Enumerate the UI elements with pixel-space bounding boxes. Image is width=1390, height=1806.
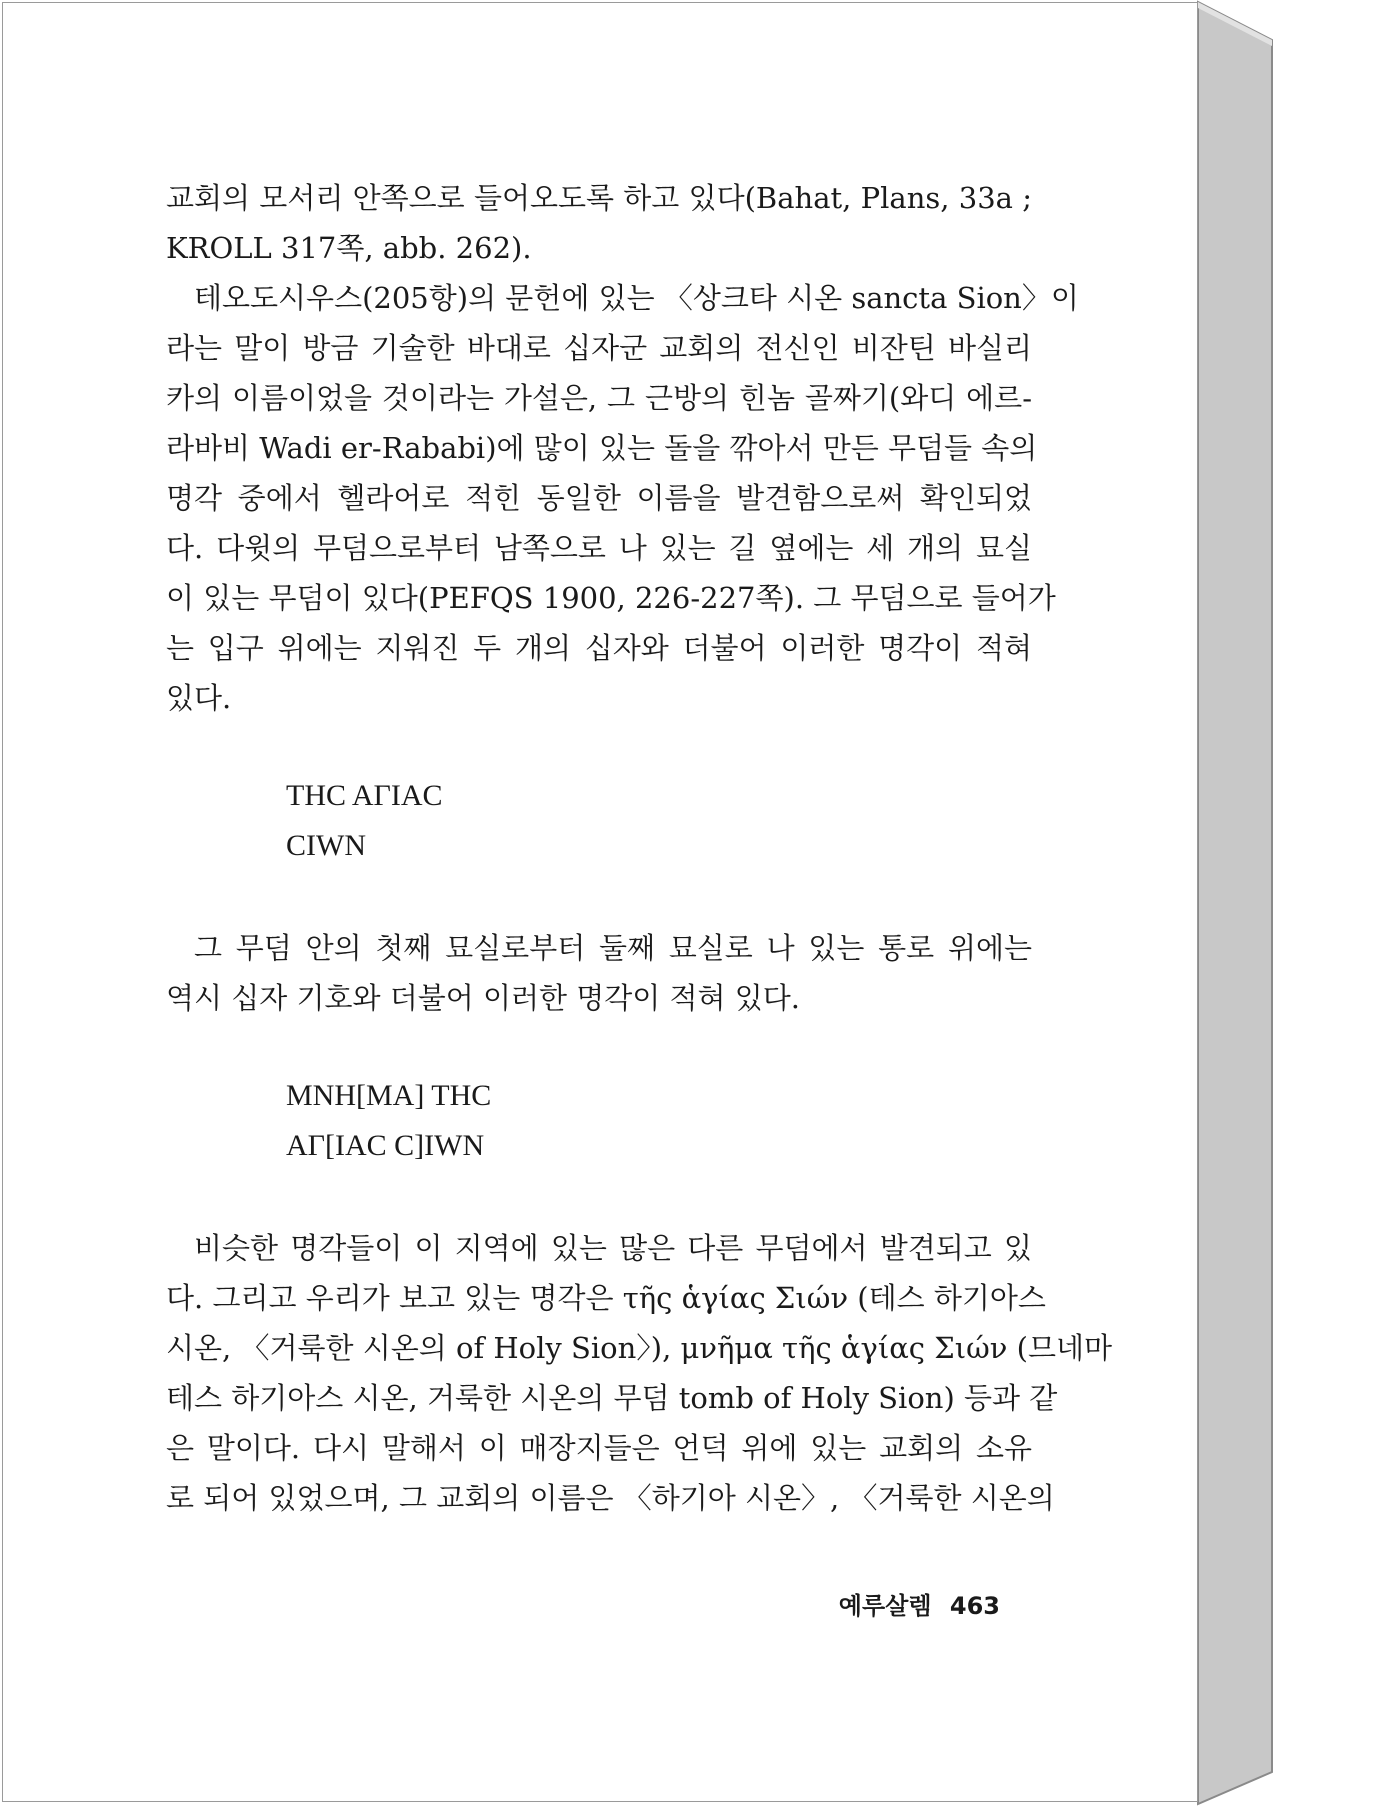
- text-line: 교회의 모서리 안쪽으로 들어오도록 하고 있다(Bahat, Plans, 33a ;: [166, 181, 1032, 215]
- page-face: [2, 2, 1198, 1802]
- text-line: 명각 중에서 헬라어로 적힌 동일한 이름을 발견함으로써 확인되었: [166, 481, 1032, 515]
- text-line: 로 되어 있었으며, 그 교회의 이름은 〈하기아 시온〉, 〈거룩한 시온의: [166, 1481, 1055, 1515]
- text-line: 역시 십자 기호와 더불어 이러한 명각이 적혀 있다.: [166, 981, 801, 1015]
- page-footer: [829, 1586, 1000, 1621]
- running-title: 예루살렘: [838, 1592, 932, 1620]
- text-line: 테스 하기아스 시온, 거룩한 시온의 무덤 tomb of Holy Sion) 등과 같: [166, 1381, 1058, 1415]
- inscription-line: CIWN: [286, 829, 366, 862]
- text-line: 라바비 Wadi er-Rababi)에 많이 있는 돌을 깎아서 만든 무덤들 속의: [166, 431, 1038, 465]
- inscription-line: MNH[MA] THC: [286, 1079, 492, 1112]
- text-line: 다. 그리고 우리가 보고 있는 명각은 τῆς ἁγίας Σιών (테스 하기아스: [166, 1281, 1046, 1315]
- text-line: 라는 말이 방금 기술한 바대로 십자군 교회의 전신인 비잔틴 바실리: [166, 331, 1032, 365]
- text-line: 카의 이름이었을 것이라는 가설은, 그 근방의 힌놈 골짜기(와디 에르-: [166, 381, 1032, 415]
- text-line: 은 말이다. 다시 말해서 이 매장지들은 언덕 위에 있는 교회의 소유: [166, 1431, 1032, 1465]
- inscription-line: AΓ[IAC C]IWN: [286, 1129, 485, 1162]
- page-number: 463: [949, 1592, 1000, 1620]
- text-line: 시온, 〈거룩한 시온의 of Holy Sion〉), μνῆμα τῆς ἁγίας Σιών (므네마: [166, 1331, 1112, 1365]
- text-line: 는 입구 위에는 지워진 두 개의 십자와 더불어 이러한 명각이 적혀: [166, 631, 1032, 665]
- text-line: 테오도시우스(205항)의 문헌에 있는 〈상크타 시온 sancta Sion〉이: [194, 281, 1079, 315]
- text-line: 다. 다윗의 무덤으로부터 남쪽으로 나 있는 길 옆에는 세 개의 묘실: [166, 531, 1032, 565]
- text-line: 있다.: [166, 681, 232, 715]
- text-line: 그 무덤 안의 첫째 묘실로부터 둘째 묘실로 나 있는 통로 위에는: [194, 931, 1032, 965]
- text-line: 비슷한 명각들이 이 지역에 있는 많은 다른 무덤에서 발견되고 있: [194, 1231, 1032, 1265]
- inscription-line: THC AΓIAC: [286, 779, 443, 812]
- text-line: 이 있는 무덤이 있다(PEFQS 1900, 226-227쪽). 그 무덤으로 들어가: [166, 581, 1056, 615]
- text-line: KROLL 317쪽, abb. 262).: [166, 231, 532, 265]
